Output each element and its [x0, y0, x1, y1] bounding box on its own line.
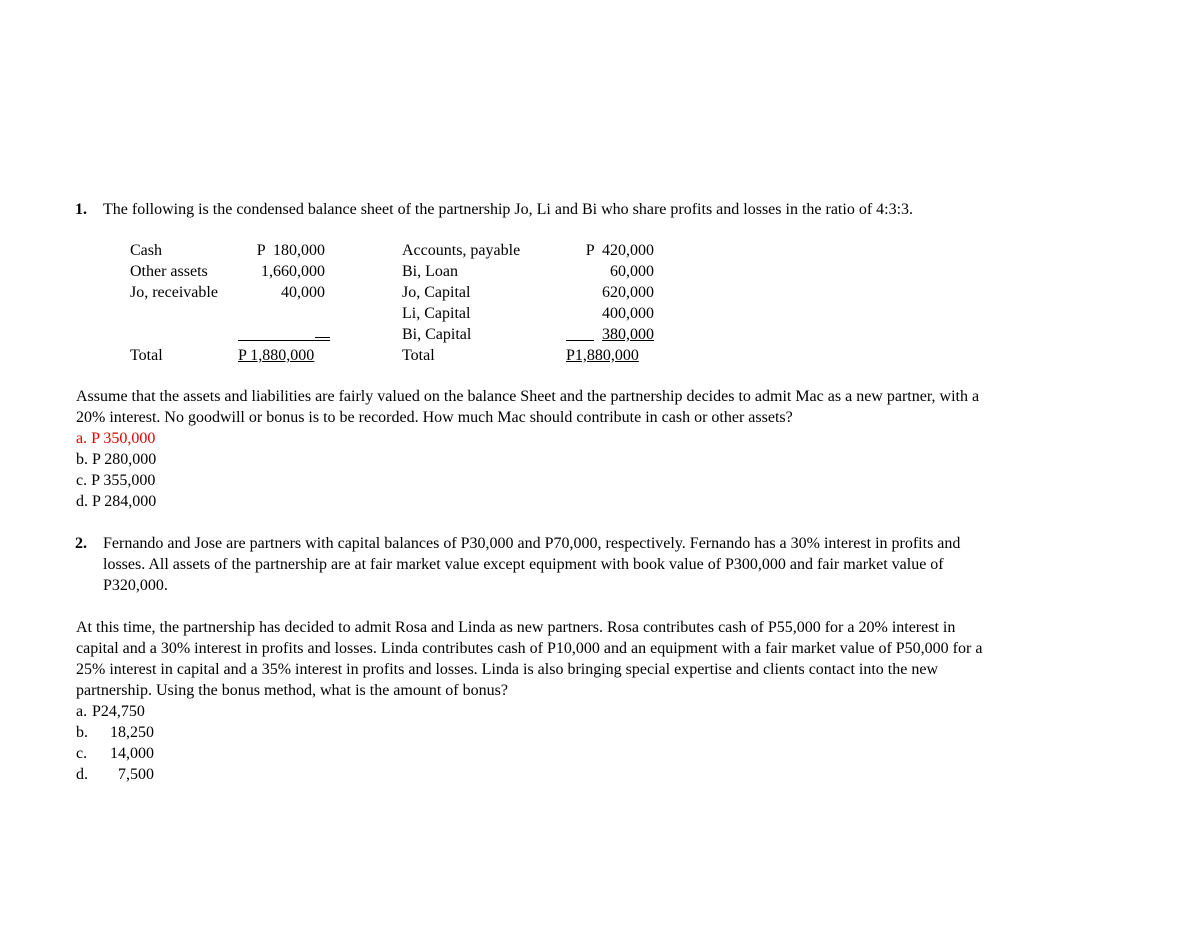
q2-paragraph-line: 25% interest in capital and a 35% interest in profits and losses. Linda is also bringing special expertise and clients contact into the new	[76, 661, 938, 678]
q2-paragraph-line: capital and a 30% interest in profits and losses. Linda contributes cash of P10,000 and an equipment with a fair market value of P50,000 for a	[76, 640, 983, 657]
liability-total-label: Total	[402, 347, 435, 364]
q2-option-value: 18,250	[110, 724, 154, 741]
asset-label: Jo, receivable	[130, 284, 218, 301]
q2-option-letter: a.	[76, 703, 88, 720]
asset-amount: P 180,000	[256, 242, 325, 259]
liability-rule	[566, 340, 594, 341]
q2-stem-line: losses. All assets of the partnership are at fair market value except equipment with book value of P300,000 and fair market value of	[103, 556, 944, 573]
q2-paragraph-line: At this time, the partnership has decided to admit Rosa and Linda as new partners. Rosa contributes cash of P55,000 for a 20% interest in	[76, 619, 956, 636]
q2-stem-line: P320,000.	[103, 577, 168, 594]
asset-label: Cash	[130, 242, 162, 259]
liability-amount: 380,000	[602, 326, 654, 343]
asset-amount: 1,660,000	[261, 263, 325, 280]
q1-number: 1.	[75, 201, 87, 218]
q1-option-b: b. P 280,000	[76, 451, 157, 468]
asset-label: Other assets	[130, 263, 208, 280]
q2-option-letter: c.	[76, 745, 88, 762]
liability-label: Jo, Capital	[402, 284, 471, 301]
q2-number: 2.	[75, 535, 87, 552]
liability-label: Bi, Loan	[402, 263, 458, 280]
q1-option-a-correct: a. P 350,000	[76, 430, 156, 447]
q1-option-d: d. P 284,000	[76, 493, 157, 510]
q2-option-letter: b.	[76, 724, 88, 741]
liability-amount: P 420,000	[585, 242, 654, 259]
asset-amount: 40,000	[281, 284, 325, 301]
q2-option-value: 14,000	[110, 745, 154, 762]
q2-stem-line: Fernando and Jose are partners with capital balances of P30,000 and P70,000, respectively. Fernando has a 30% interest in profits and	[103, 535, 961, 552]
q1-question-line: Assume that the assets and liabilities are fairly valued on the balance Sheet and the partnership decides to admit Mac as a new partner, with a	[76, 388, 980, 405]
asset-total-rule	[238, 340, 330, 341]
liability-amount: 60,000	[610, 263, 654, 280]
q2-option-letter: d.	[76, 766, 88, 783]
liability-amount: 620,000	[602, 284, 654, 301]
asset-total-rule-short	[315, 337, 330, 338]
q1-option-c: c. P 355,000	[76, 472, 156, 489]
liability-label: Bi, Capital	[402, 326, 472, 343]
q2-option-value: 7,500	[118, 766, 154, 783]
q1-stem: The following is the condensed balance sheet of the partnership Jo, Li and Bi who share profits and losses in the ratio of 4:3:3.	[103, 201, 914, 218]
asset-total-label: Total	[130, 347, 163, 364]
liability-total-amount: P1,880,000	[566, 347, 639, 364]
q1-question-line: 20% interest. No goodwill or bonus is to be recorded. How much Mac should contribute in cash or other assets?	[76, 409, 793, 426]
liability-label: Accounts, payable	[402, 242, 521, 259]
q2-paragraph-line: partnership. Using the bonus method, what is the amount of bonus?	[76, 682, 508, 699]
liability-label: Li, Capital	[402, 305, 471, 322]
liability-amount: 400,000	[602, 305, 654, 322]
asset-total-amount: P 1,880,000	[238, 347, 315, 364]
q2-option-value: P24,750	[92, 703, 145, 720]
